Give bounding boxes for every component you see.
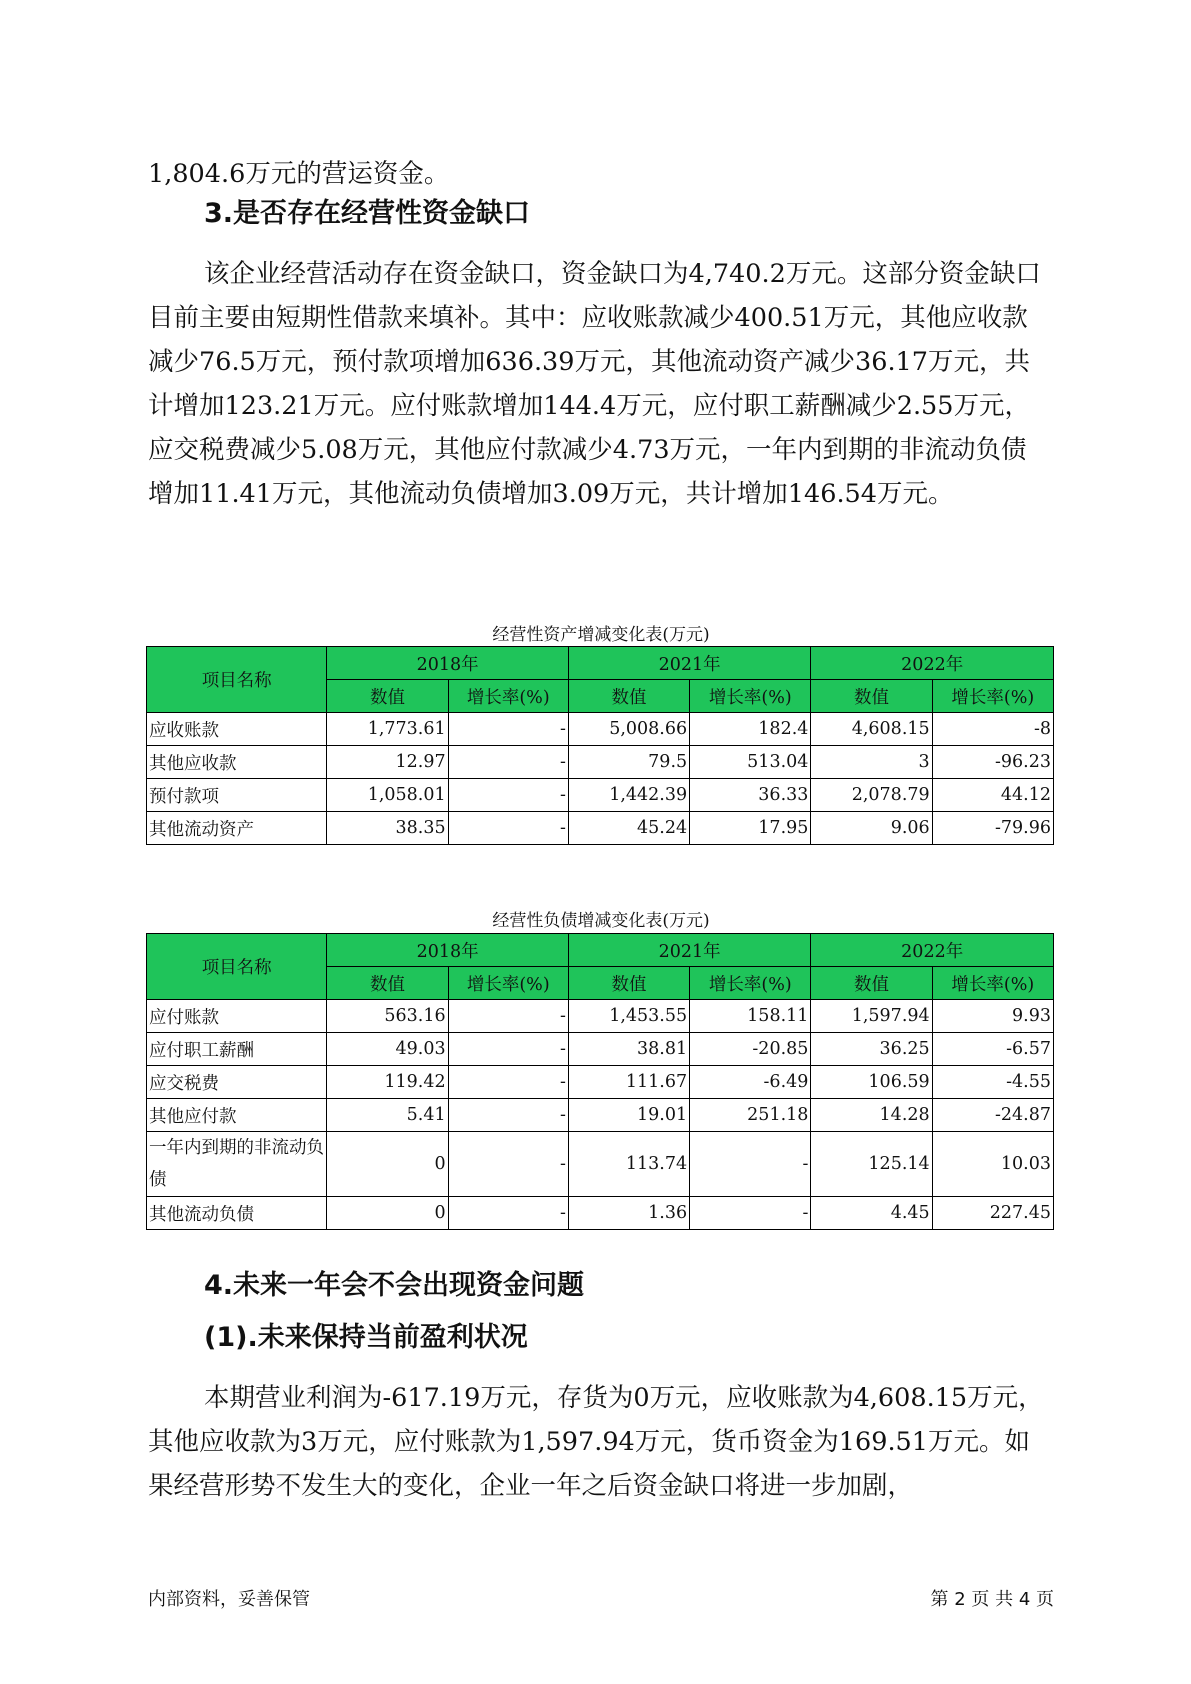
cell: 111.67: [568, 1066, 689, 1099]
cell: 9.06: [811, 812, 932, 845]
table-row: [147, 1000, 1054, 1033]
cell: 227.45: [932, 1197, 1053, 1230]
row-name: 应付账款: [147, 1000, 327, 1033]
cell: -: [448, 812, 568, 845]
row-name: 其他流动资产: [147, 812, 327, 845]
cell: -: [448, 1033, 568, 1066]
sub-header: 增长率(%): [932, 967, 1053, 1000]
sub-header: 数值: [811, 680, 932, 713]
sub-header: 增长率(%): [932, 680, 1053, 713]
operating-liabilities-table: [146, 933, 1054, 1230]
cell: -: [690, 1197, 811, 1230]
cell: 36.25: [811, 1033, 932, 1066]
sub-header: 数值: [327, 680, 448, 713]
cell: -: [448, 1066, 568, 1099]
sub-header: 增长率(%): [690, 967, 811, 1000]
cell: 17.95: [690, 812, 811, 845]
table-row: [147, 812, 1054, 845]
row-name: 其他应收款: [147, 746, 327, 779]
cell: 38.35: [327, 812, 448, 845]
intro-line: 1,804.6万元的营运资金。: [148, 159, 450, 189]
row-name: 应付职工薪酬: [147, 1033, 327, 1066]
row-name: 一年内到期的非流动负债: [147, 1132, 327, 1197]
row-name: 应交税费: [147, 1066, 327, 1099]
section-4-title: 4.未来一年会不会出现资金问题: [204, 1270, 585, 1301]
year-header: 2022年: [811, 647, 1054, 680]
cell: 113.74: [568, 1132, 689, 1197]
cell: 36.33: [690, 779, 811, 812]
sub-header: 数值: [327, 967, 448, 1000]
table-2-caption: 经营性负债增减变化表(万元): [492, 911, 710, 931]
cell: 106.59: [811, 1066, 932, 1099]
cell: -: [448, 1099, 568, 1132]
cell: -96.23: [932, 746, 1053, 779]
cell: -4.55: [932, 1066, 1053, 1099]
cell: 12.97: [327, 746, 448, 779]
cell: -: [448, 746, 568, 779]
row-name: 其他应付款: [147, 1099, 327, 1132]
name-header: 项目名称: [147, 647, 327, 713]
cell: 1.36: [568, 1197, 689, 1230]
cell: -: [448, 1000, 568, 1033]
cell: -: [448, 1197, 568, 1230]
table-row: [147, 713, 1054, 746]
footer-confidential-note: 内部资料，妥善保管: [148, 1589, 310, 1610]
cell: 1,773.61: [327, 713, 448, 746]
cell: 14.28: [811, 1099, 932, 1132]
year-header: 2022年: [811, 934, 1054, 967]
table-row: [147, 779, 1054, 812]
cell: 19.01: [568, 1099, 689, 1132]
cell: 4.45: [811, 1197, 932, 1230]
cell: 4,608.15: [811, 713, 932, 746]
cell: -6.57: [932, 1033, 1053, 1066]
year-header: 2021年: [568, 647, 811, 680]
cell: 251.18: [690, 1099, 811, 1132]
cell: 79.5: [568, 746, 689, 779]
cell: -79.96: [932, 812, 1053, 845]
name-header: 项目名称: [147, 934, 327, 1000]
row-name: 其他流动负债: [147, 1197, 327, 1230]
table-row: [147, 1033, 1054, 1066]
sub-header: 增长率(%): [448, 967, 568, 1000]
year-header: 2018年: [327, 934, 569, 967]
cell: 0: [327, 1197, 448, 1230]
cell: 513.04: [690, 746, 811, 779]
sub-header: 增长率(%): [448, 680, 568, 713]
cell: 49.03: [327, 1033, 448, 1066]
cell: 0: [327, 1132, 448, 1197]
cell: -24.87: [932, 1099, 1053, 1132]
cell: -: [448, 1132, 568, 1197]
cell: 5.41: [327, 1099, 448, 1132]
cell: 125.14: [811, 1132, 932, 1197]
cell: 2,078.79: [811, 779, 932, 812]
cell: 563.16: [327, 1000, 448, 1033]
cell: -20.85: [690, 1033, 811, 1066]
cell: 3: [811, 746, 932, 779]
section-3-body: 该企业经营活动存在资金缺口，资金缺口为4,740.2万元。这部分资金缺口目前主要由短期性借款来填补。其中：应收账款减少400.51万元，其他应收款减少76.5万元，预付款项增加636.39万元，其他流动资产减少36.17万元，共计增加123.21万元。应付账款增加144.4万元，应付职工薪酬减少2.55万元，应交税费减少5.08万元，其他应付款减少4.73万元，一年内到期的非流动负债增加11.41万元，其他流动负债增加3.09万元，共计增加146.54万元。: [148, 259, 1041, 509]
cell: 1,453.55: [568, 1000, 689, 1033]
cell: 10.03: [932, 1132, 1053, 1197]
cell: 1,058.01: [327, 779, 448, 812]
cell: -8: [932, 713, 1053, 746]
table-row: [147, 746, 1054, 779]
row-name: 应收账款: [147, 713, 327, 746]
table-1-caption: 经营性资产增减变化表(万元): [492, 625, 710, 645]
cell: 119.42: [327, 1066, 448, 1099]
cell: 182.4: [690, 713, 811, 746]
cell: 38.81: [568, 1033, 689, 1066]
section-4-body: 本期营业利润为-617.19万元，存货为0万元，应收账款为4,608.15万元，其他应收款为3万元，应付账款为1,597.94万元，货币资金为169.51万元。如果经营形势不发生大的变化，企业一年之后资金缺口将进一步加剧，: [148, 1383, 1044, 1501]
cell: -: [448, 779, 568, 812]
cell: 1,597.94: [811, 1000, 932, 1033]
year-header: 2021年: [568, 934, 811, 967]
table-row: [147, 1099, 1054, 1132]
cell: -: [690, 1132, 811, 1197]
table-row: [147, 1197, 1054, 1230]
sub-header: 数值: [568, 680, 689, 713]
section-3-title: 3.是否存在经营性资金缺口: [204, 198, 531, 229]
cell: -: [448, 713, 568, 746]
operating-assets-table: [146, 646, 1054, 845]
section-4-subtitle: (1).未来保持当前盈利状况: [204, 1322, 528, 1353]
table-row: [147, 1066, 1054, 1099]
sub-header: 数值: [568, 967, 689, 1000]
cell: 44.12: [932, 779, 1053, 812]
row-name: 预付款项: [147, 779, 327, 812]
cell: 45.24: [568, 812, 689, 845]
cell: -6.49: [690, 1066, 811, 1099]
year-header: 2018年: [327, 647, 569, 680]
cell: 158.11: [690, 1000, 811, 1033]
sub-header: 数值: [811, 967, 932, 1000]
cell: 9.93: [932, 1000, 1053, 1033]
table-row: [147, 1132, 1054, 1197]
sub-header: 增长率(%): [690, 680, 811, 713]
footer-page-number: 第 2 页 共 4 页: [930, 1589, 1054, 1610]
cell: 5,008.66: [568, 713, 689, 746]
cell: 1,442.39: [568, 779, 689, 812]
